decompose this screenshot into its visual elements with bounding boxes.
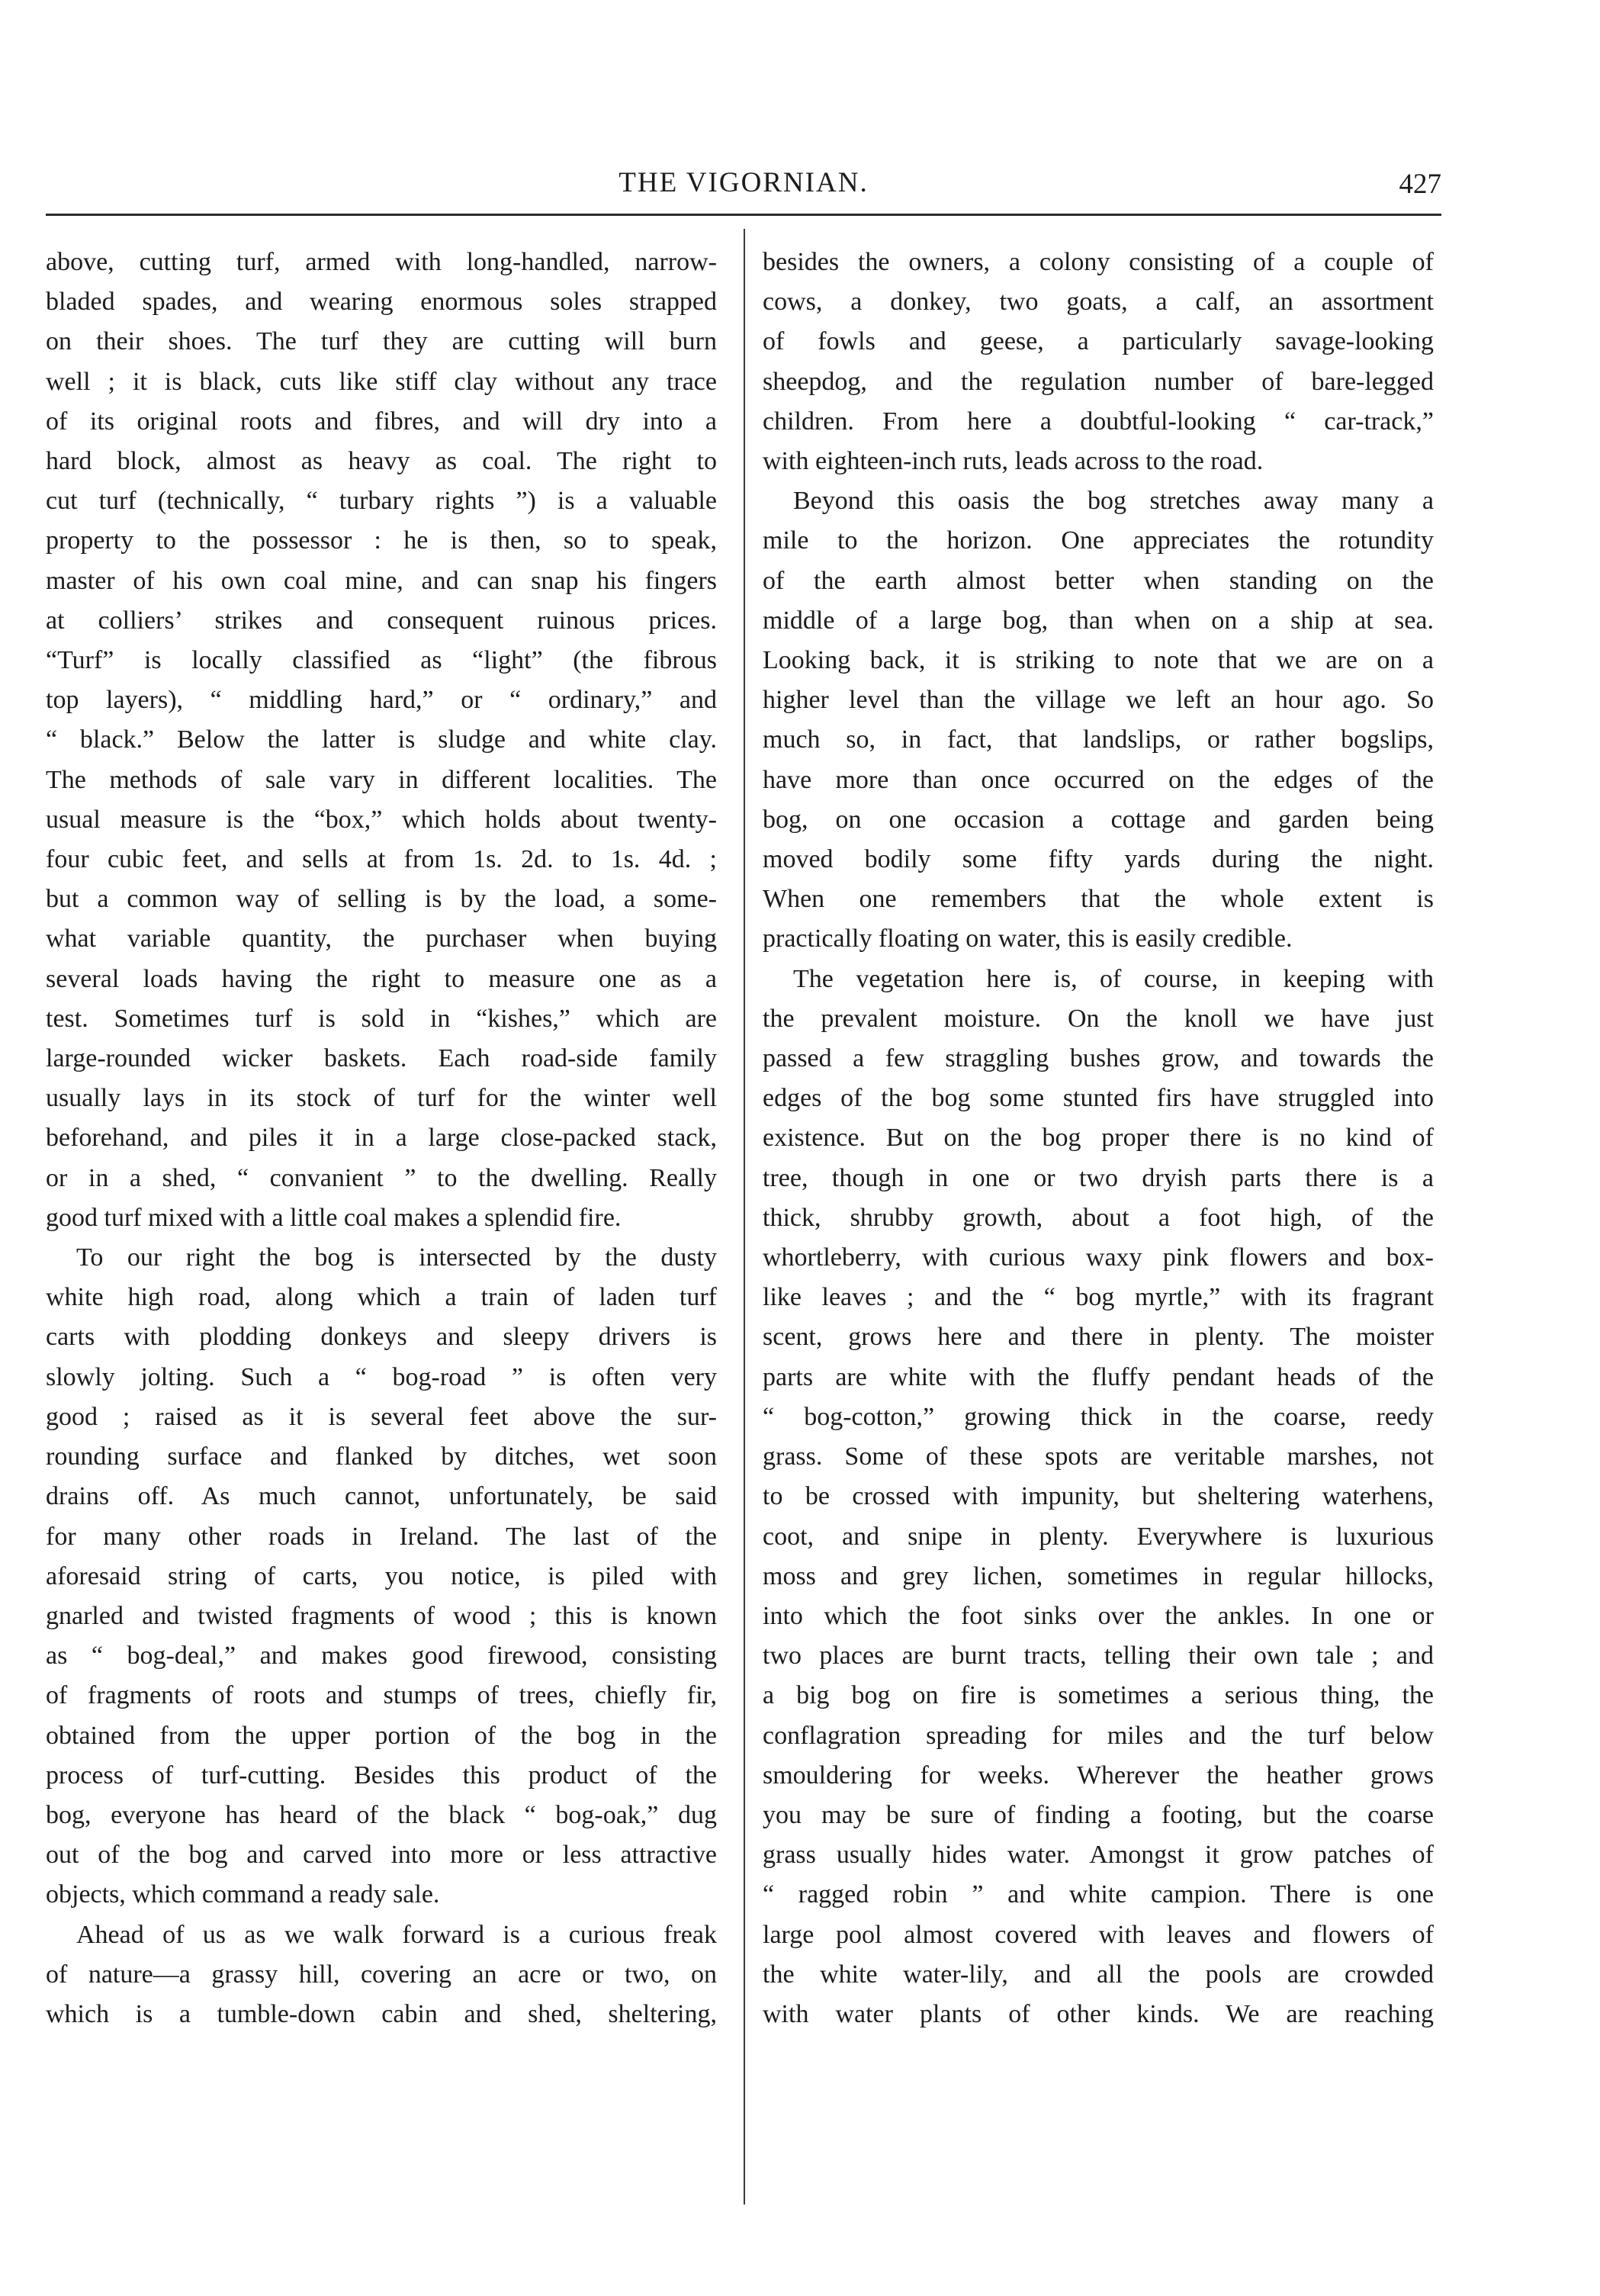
text-line: besides the owners, a colony consisting of a couple of (763, 248, 1434, 276)
text-line: large-rounded wicker baskets. Each road-side family (46, 1044, 717, 1073)
text-line: out of the bog and carved into more or less attractive (46, 1841, 717, 1870)
text-line: but a common way of selling is by the load, a some- (46, 885, 717, 914)
text-line: carts with plodding donkeys and sleepy drivers is (46, 1323, 717, 1352)
text-line: what variable quantity, the purchaser when buying (46, 925, 717, 953)
text-line: with eighteen-inch ruts, leads across to the road. (763, 447, 1264, 476)
text-line: existence. But on the bog proper there is no kind of (763, 1124, 1434, 1153)
text-line: of its original roots and fibres, and will dry into a (46, 407, 717, 436)
text-line: master of his own coal mine, and can snap his fingers (46, 566, 717, 595)
text-line: practically floating on water, this is easily credible. (763, 925, 1293, 953)
text-line: top layers), “ middling hard,” or “ ordinary,” and (46, 686, 717, 715)
text-line: as “ bog-deal,” and makes good firewood, consisting (46, 1642, 717, 1671)
text-line: well ; it is black, cuts like stiff clay without any trace (46, 367, 717, 396)
text-line: large pool almost covered with leaves and flowers of (763, 1920, 1434, 1949)
text-line: usual measure is the “box,” which holds about twenty- (46, 805, 717, 834)
text-line: which is a tumble-down cabin and shed, sheltering, (46, 1999, 717, 2028)
text-line: gnarled and twisted fragments of wood ; this is known (46, 1601, 717, 1630)
text-line: process of turf-cutting. Besides this product of the (46, 1761, 717, 1790)
text-line: smouldering for weeks. Wherever the heather grows (763, 1761, 1434, 1790)
text-line: or in a shed, “ convanient ” to the dwelling. Really (46, 1163, 717, 1192)
text-line: When one remembers that the whole extent is (763, 885, 1434, 914)
text-line: obtained from the upper portion of the bog in the (46, 1721, 717, 1750)
text-line: passed a few straggling bushes grow, and towards the (763, 1044, 1434, 1073)
text-line: usually lays in its stock of turf for the winter well (46, 1084, 717, 1113)
column-divider (744, 229, 745, 2204)
text-line: beforehand, and piles it in a large close-packed stack, (46, 1124, 717, 1153)
text-line: above, cutting turf, armed with long-handled, narrow- (46, 248, 717, 276)
text-line: “ black.” Below the latter is sludge and white clay. (46, 725, 717, 754)
page-number: 427 (1399, 169, 1441, 200)
text-line: like leaves ; and the “ bog myrtle,” with its fragrant (763, 1283, 1434, 1312)
text-line: into which the foot sinks over the ankles. In one or (763, 1601, 1434, 1630)
text-line: children. From here a doubtful-looking “ car-track,” (763, 407, 1434, 436)
text-line: of the earth almost better when standing on the (763, 566, 1434, 595)
text-line: cows, a donkey, two goats, a calf, an assortment (763, 288, 1434, 317)
text-line: you may be sure of finding a footing, but the coarse (763, 1800, 1434, 1829)
text-line: drains off. As much cannot, unfortunately, be said (46, 1482, 717, 1511)
text-line: white high road, along which a train of laden turf (46, 1283, 717, 1312)
text-line: coot, and snipe in plenty. Everywhere is luxurious (763, 1522, 1434, 1551)
text-line: for many other roads in Ireland. The last of the (46, 1522, 717, 1551)
text-line: The methods of sale vary in different localities. The (46, 765, 717, 794)
text-line: the prevalent moisture. On the knoll we have just (763, 1004, 1434, 1033)
text-line: conflagration spreading for miles and the turf below (763, 1721, 1434, 1750)
text-line: aforesaid string of carts, you notice, is piled with (46, 1561, 717, 1590)
text-line: sheepdog, and the regulation number of bare-legged (763, 367, 1434, 396)
text-line: property to the possessor : he is then, so to speak, (46, 526, 717, 555)
text-line: good turf mixed with a little coal makes a splendid fire. (46, 1203, 622, 1232)
text-line: four cubic feet, and sells at from 1s. 2d. to 1s. 4d. ; (46, 845, 717, 874)
text-line: Looking back, it is striking to note that we are on a (763, 646, 1434, 675)
left-column (46, 243, 717, 2034)
text-line: several loads having the right to measure one as a (46, 964, 717, 993)
text-line: of fragments of roots and stumps of trees, chiefly fir, (46, 1681, 717, 1710)
text-line: The vegetation here is, of course, in keeping with (793, 964, 1434, 993)
text-line: objects, which command a ready sale. (46, 1880, 440, 1909)
text-line: grass. Some of these spots are veritable marshes, not (763, 1442, 1434, 1471)
text-line: with water plants of other kinds. We are reaching (763, 1999, 1434, 2028)
text-line: at colliers’ strikes and consequent ruinous prices. (46, 606, 717, 635)
header-rule (46, 214, 1441, 216)
text-line: the white water-lily, and all the pools are crowded (763, 1960, 1434, 1989)
text-line: two places are burnt tracts, telling their own tale ; and (763, 1642, 1434, 1671)
text-line: bog, everyone has heard of the black “ bog-oak,” dug (46, 1800, 717, 1829)
text-line: bladed spades, and wearing enormous soles strapped (46, 288, 717, 317)
text-line: to be crossed with impunity, but sheltering waterhens, (763, 1482, 1434, 1511)
text-line: on their shoes. The turf they are cutting will burn (46, 327, 717, 356)
text-line: “ bog-cotton,” growing thick in the coarse, reedy (763, 1402, 1434, 1431)
text-line: moss and grey lichen, sometimes in regular hillocks, (763, 1561, 1434, 1590)
text-line: test. Sometimes turf is sold in “kishes,” which are (46, 1004, 717, 1033)
text-line: have more than once occurred on the edges of the (763, 765, 1434, 794)
text-line: To our right the bog is intersected by the dusty (76, 1243, 717, 1272)
text-line: good ; raised as it is several feet above the sur- (46, 1402, 717, 1431)
text-line: bog, on one occasion a cottage and garden being (763, 805, 1434, 834)
text-line: of nature—a grassy hill, covering an acre or two, on (46, 1960, 717, 1989)
running-title: THE VIGORNIAN. (618, 167, 869, 198)
text-line: slowly jolting. Such a “ bog-road ” is often very (46, 1362, 717, 1391)
text-line: rounding surface and flanked by ditches, wet soon (46, 1442, 717, 1471)
text-line: thick, shrubby growth, about a foot high, of the (763, 1203, 1434, 1232)
text-line: whortleberry, with curious waxy pink flowers and box- (763, 1243, 1434, 1272)
text-line: mile to the horizon. One appreciates the rotundity (763, 526, 1434, 555)
text-line: moved bodily some fifty yards during the night. (763, 845, 1434, 874)
text-line: parts are white with the fluffy pendant heads of the (763, 1362, 1434, 1391)
text-line: tree, though in one or two dryish parts there is a (763, 1163, 1434, 1192)
text-line: grass usually hides water. Amongst it grow patches of (763, 1841, 1434, 1870)
text-line: middle of a large bog, than when on a ship at sea. (763, 606, 1434, 635)
text-line: hard block, almost as heavy as coal. The right to (46, 447, 717, 476)
text-line: Beyond this oasis the bog stretches away many a (793, 487, 1434, 516)
text-line: “Turf” is locally classified as “light” (the fibrous (46, 646, 717, 675)
text-line: “ ragged robin ” and white campion. There is one (763, 1880, 1434, 1909)
text-line: of fowls and geese, a particularly savage-looking (763, 327, 1434, 356)
right-column (763, 243, 1434, 2034)
text-line: Ahead of us as we walk forward is a curious freak (76, 1920, 717, 1949)
text-line: edges of the bog some stunted firs have struggled into (763, 1084, 1434, 1113)
text-line: much so, in fact, that landslips, or rather bogslips, (763, 725, 1434, 754)
text-line: a big bog on fire is sometimes a serious thing, the (763, 1681, 1434, 1710)
text-line: cut turf (technically, “ turbary rights ”) is a valuable (46, 487, 717, 516)
running-head (46, 160, 1441, 214)
text-line: higher level than the village we left an hour ago. So (763, 686, 1434, 715)
text-line: scent, grows here and there in plenty. The moister (763, 1323, 1434, 1352)
